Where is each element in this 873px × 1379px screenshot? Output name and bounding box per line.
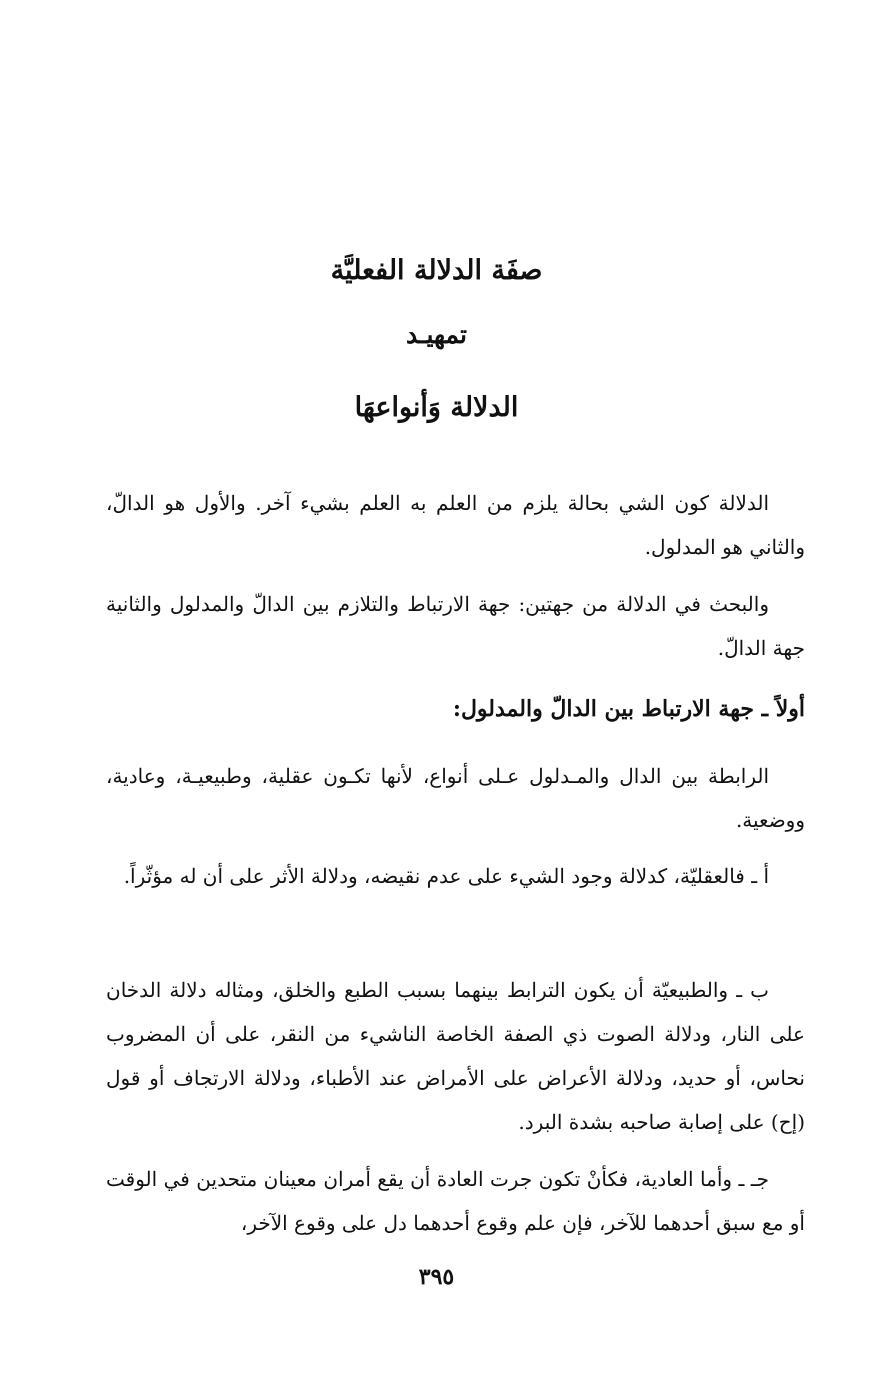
section-title: الدلالة وَأنواعهَا: [354, 392, 519, 423]
intro-title: تمهيـد: [406, 320, 467, 349]
paragraph-definition: الدلالة كون الشي بحالة يلزم من العلم به العلم بشيء آخر. والأول هو الدالّ، والثاني هو المدلول.: [106, 491, 805, 559]
paragraph-aspects: والبحث في الدلالة من جهتين: جهة الارتباط والتلازم بين الدالّ والمدلول والثانية جهة الدالّ.: [106, 592, 805, 660]
paragraph-rational: أ ـ فالعقليّة، كدلالة وجود الشيء على عدم نقيضه، ودلالة الأثر على أن له مؤثّراً.: [123, 864, 769, 888]
paragraph-types: الرابطة بين الدال والمـدلول عـلى أنواع، لأنها تكـون عقلية، وطبيعيـة، وعادية، ووضعية.: [106, 764, 805, 832]
paragraph-natural: ب ـ والطبيعيّة أن يكون الترابط بينهما بسبب الطبع والخلق، ومثاله دلالة الدخان على النار، ودلالة الصوت ذي الصفة الخاصة الناشيء من النقر، على أن المضروب نحاس، أو حديد، ودلالة الأعراض على الأمراض عند الأطباء، ودلالة الارتجاف أو قول (إح) على إصابة صاحبه بشدة البرد.: [106, 978, 805, 1134]
paragraph-customary: جـ ـ وأما العادية، فكأنْ تكون جرت العادة أن يقع أمران معينان متحدين في الوقت أو مع سبق أحدهما للآخر، فإن علم وقوع أحدهما دل على وقوع الآخر،: [106, 1167, 805, 1235]
page-number: ٣٩٥: [418, 1264, 455, 1290]
section-heading: أولاً ـ جهة الارتباط بين الدالّ والمدلول:: [452, 696, 805, 722]
main-title: صفَة الدلالة الفعليَّة: [330, 255, 543, 286]
